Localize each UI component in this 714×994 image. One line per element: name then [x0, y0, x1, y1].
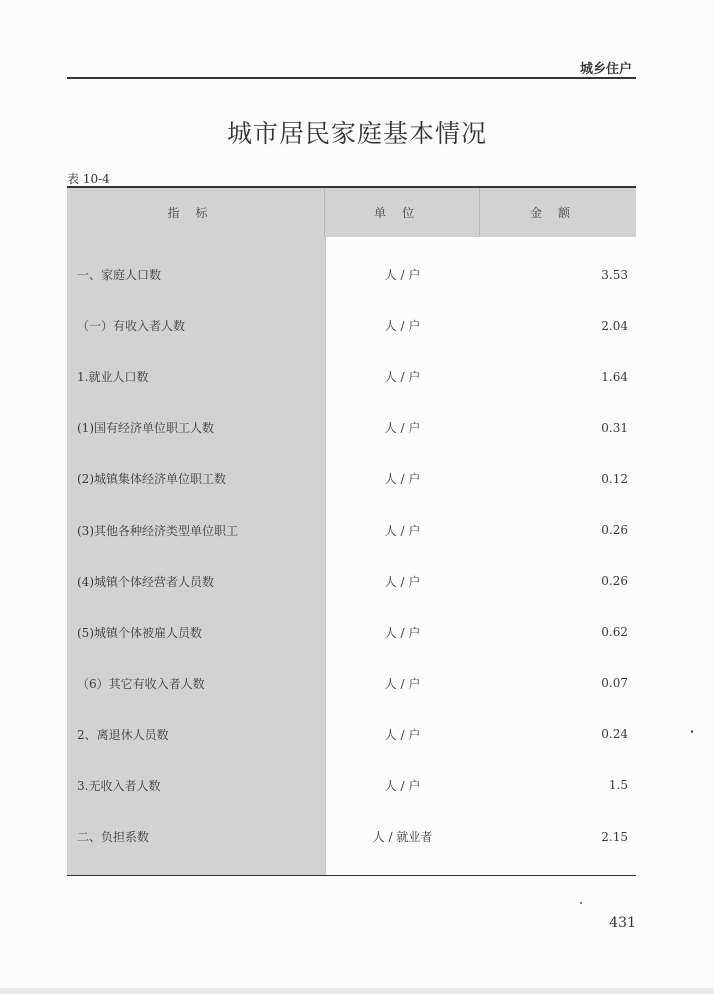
header-unit: 单位 [325, 188, 480, 237]
unit-cell: 人 / 户 [384, 421, 421, 436]
value-cell: 1.5 [608, 778, 628, 793]
table-header-row [67, 188, 636, 237]
value-cell: 2.15 [601, 829, 628, 844]
table-label: 表 10-4 [67, 172, 110, 186]
unit-cell: 人 / 就业者 [372, 830, 433, 845]
value-cell: 2.04 [601, 318, 628, 333]
indicator-cell: (3)其他各种经济类型单位职工 [77, 523, 238, 538]
table-row [67, 811, 636, 862]
indicator-cell: 2、离退休人员数 [77, 727, 169, 742]
page-number: 431 [609, 915, 636, 931]
scan-speck [580, 902, 582, 904]
section-tag: 城乡住户 [579, 62, 632, 77]
value-cell: 1.64 [601, 369, 628, 384]
unit-cell: 人 / 户 [384, 268, 421, 283]
table-row [67, 351, 636, 402]
scan-speck [691, 730, 693, 733]
table-row [67, 504, 636, 555]
table-row [67, 607, 636, 658]
table-body [67, 249, 636, 862]
table-row [67, 453, 636, 504]
page-title: 城市居民家庭基本情况 [226, 119, 487, 148]
table-row [67, 249, 636, 300]
table-row [67, 402, 636, 453]
indicator-cell: (5)城镇个体被雇人员数 [77, 625, 202, 640]
unit-cell: 人 / 户 [384, 523, 421, 538]
scan-edge [0, 988, 714, 994]
indicator-cell: （一）有收入者人数 [77, 319, 186, 334]
value-cell: 0.26 [601, 523, 628, 538]
unit-cell: 人 / 户 [384, 676, 421, 691]
table-row [67, 556, 636, 607]
header-amount: 金额 [480, 188, 636, 237]
table-row [67, 300, 636, 351]
unit-cell: 人 / 户 [384, 778, 421, 793]
indicator-cell: 1.就业人口数 [77, 370, 149, 385]
unit-cell: 人 / 户 [384, 727, 421, 742]
table-bottom-rule [67, 875, 636, 877]
indicator-cell: （6）其它有收入者人数 [77, 676, 205, 691]
unit-cell: 人 / 户 [384, 625, 421, 640]
header-indicator: 指标 [67, 188, 325, 237]
value-cell: 0.62 [601, 625, 628, 640]
table-row [67, 760, 636, 811]
table-row [67, 658, 636, 709]
indicator-cell: (4)城镇个体经营者人员数 [77, 574, 214, 589]
value-cell: 0.31 [601, 420, 628, 435]
value-cell: 3.53 [601, 267, 628, 282]
indicator-cell: 3.无收入者人数 [77, 778, 161, 793]
indicator-cell: (2)城镇集体经济单位职工数 [77, 472, 226, 487]
indicator-cell: 二、负担系数 [77, 830, 150, 845]
table-row [67, 709, 636, 760]
indicator-cell: (1)国有经济单位职工人数 [77, 421, 214, 436]
unit-cell: 人 / 户 [384, 472, 421, 487]
data-table [67, 186, 636, 876]
indicator-cell: 一、家庭人口数 [77, 268, 162, 283]
unit-cell: 人 / 户 [384, 370, 421, 385]
header-rule [67, 77, 636, 79]
value-cell: 0.24 [601, 727, 628, 742]
value-cell: 0.07 [601, 676, 628, 691]
unit-cell: 人 / 户 [384, 319, 421, 334]
unit-cell: 人 / 户 [384, 574, 421, 589]
value-cell: 0.12 [601, 471, 628, 486]
value-cell: 0.26 [601, 574, 628, 589]
